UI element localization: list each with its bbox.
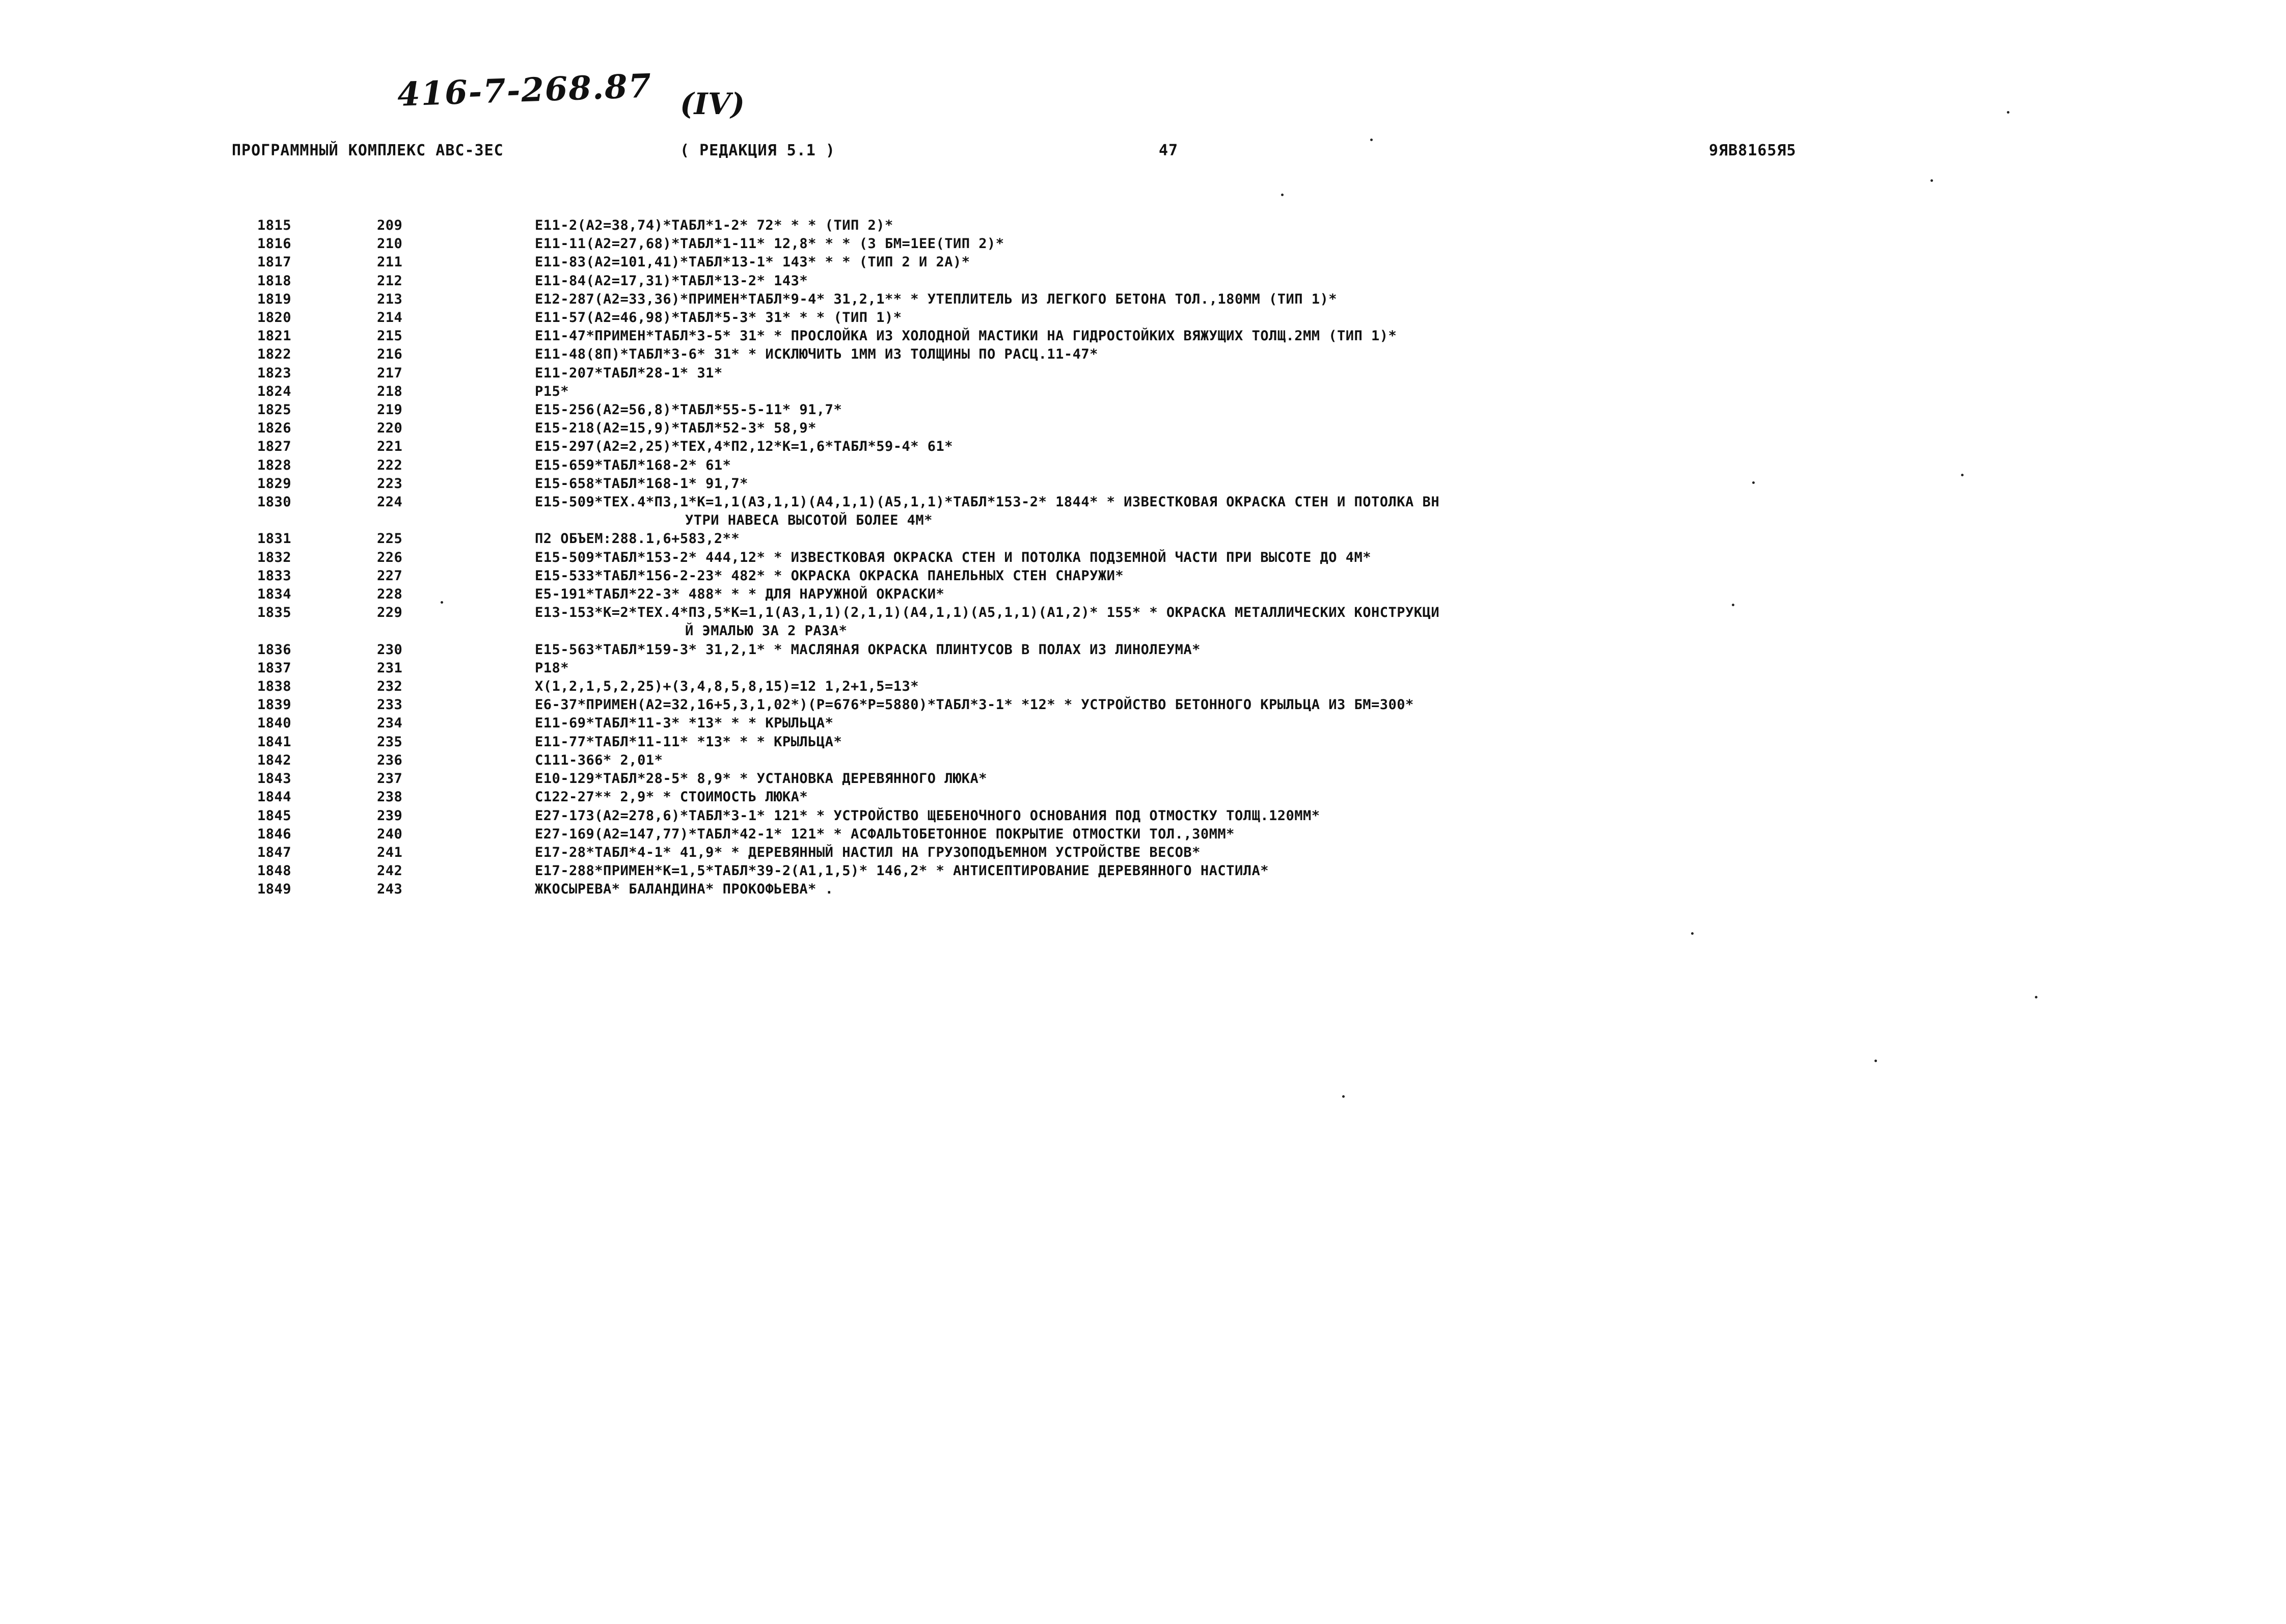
row-item-number: 230	[377, 641, 403, 658]
listing-row	[257, 678, 2071, 696]
scan-speck	[1370, 139, 1373, 141]
edition-label: ( РЕДАКЦИЯ 5.1 )	[680, 142, 835, 159]
listing-row	[257, 216, 2071, 235]
row-sequence-number: 1816	[257, 236, 292, 252]
row-text: Е6-37*ПРИМЕН(А2=32,16+5,3,1,02*)(Р=676*Р=5880)*ТАБЛ*3-1* *12* * УСТРОЙСТВО БЕТОННОГО КРЫЛЬЦА ИЗ БМ=300*	[535, 697, 1414, 713]
row-item-number: 211	[377, 254, 403, 270]
document-id: 9ЯВ8165Я5	[1709, 142, 1797, 159]
row-sequence-number: 1818	[257, 273, 292, 289]
row-item-number: 222	[377, 457, 403, 473]
row-item-number: 223	[377, 475, 403, 492]
row-item-number: 217	[377, 365, 403, 381]
listing-row	[257, 641, 2071, 659]
row-item-number: 226	[377, 549, 403, 565]
row-text: Е11-69*ТАБЛ*11-3* *13* * * КРЫЛЬЦА*	[535, 715, 834, 732]
row-item-number: 234	[377, 715, 403, 732]
row-item-number: 242	[377, 863, 403, 879]
listing-row	[257, 253, 2071, 272]
row-sequence-number: 1815	[257, 218, 292, 233]
row-sequence-number: 1832	[257, 549, 292, 565]
scan-speck	[2007, 111, 2009, 114]
listing-row	[257, 844, 2071, 862]
row-item-number: 215	[377, 328, 403, 344]
row-sequence-number: 1819	[257, 291, 292, 307]
listing-row	[257, 345, 2071, 364]
scan-speck	[1342, 1095, 1345, 1098]
volume-mark-handwritten: (IV)	[680, 87, 745, 121]
row-item-number: 233	[377, 697, 403, 713]
row-sequence-number: 1848	[257, 863, 292, 879]
row-item-number: 227	[377, 567, 403, 584]
row-text: Р18*	[535, 660, 569, 676]
row-item-number: 237	[377, 771, 403, 787]
listing-row	[257, 364, 2071, 383]
row-text: С111-366* 2,01*	[535, 752, 663, 768]
listing-row	[257, 401, 2071, 419]
row-sequence-number: 1846	[257, 826, 292, 842]
row-item-number: 240	[377, 826, 403, 842]
row-item-number: 219	[377, 402, 403, 418]
row-item-number: 209	[377, 218, 403, 233]
document-code-handwritten: 416-7-268.87	[396, 67, 653, 114]
listing-row	[257, 383, 2071, 401]
scan-speck	[1732, 604, 1734, 606]
row-sequence-number: 1821	[257, 328, 292, 344]
row-item-number: 210	[377, 236, 403, 252]
row-sequence-number: 1827	[257, 439, 292, 455]
scan-speck	[1961, 474, 1964, 476]
page-number: 47	[1159, 142, 1179, 159]
listing-row	[257, 733, 2071, 751]
listing-row	[257, 788, 2071, 806]
listing-row	[257, 530, 2071, 548]
scan-speck	[441, 601, 443, 604]
row-item-number: 224	[377, 494, 403, 510]
row-sequence-number: 1849	[257, 881, 292, 898]
row-text: Е27-169(А2=147,77)*ТАБЛ*42-1* 121* * АСФАЛЬТОБЕТОННОЕ ПОКРЫТИЕ ОТМОСТКИ ТОЛ.,30ММ*	[535, 826, 1235, 842]
row-item-number: 231	[377, 660, 403, 676]
row-text: Е15-509*ТЕХ.4*П3,1*К=1,1(А3,1,1)(А4,1,1)(А5,1,1)*ТАБЛ*153-2* 1844* * ИЗВЕСТКОВАЯ ОКРАСКА СТЕН И ПОТОЛКА ВН	[535, 494, 1440, 510]
row-text: Е15-659*ТАБЛ*168-2* 61*	[535, 457, 731, 473]
row-sequence-number: 1817	[257, 254, 292, 270]
row-sequence-number: 1830	[257, 494, 292, 510]
row-item-number: 239	[377, 807, 403, 824]
listing-row	[257, 585, 2071, 604]
row-item-number: 216	[377, 346, 403, 363]
row-item-number: 235	[377, 734, 403, 750]
row-sequence-number: 1831	[257, 531, 292, 547]
scan-speck	[1691, 932, 1694, 935]
row-continuation: УТРИ НАВЕСА ВЫСОТОЙ БОЛЕЕ 4М*	[685, 512, 933, 529]
row-sequence-number: 1842	[257, 752, 292, 768]
row-text: Х(1,2,1,5,2,25)+(3,4,8,5,8,15)=12 1,2+1,5=13*	[535, 679, 919, 695]
row-item-number: 213	[377, 291, 403, 307]
row-text: Е17-28*ТАБЛ*4-1* 41,9* * ДЕРЕВЯННЫЙ НАСТИЛ НА ГРУЗОПОДЪЕМНОМ УСТРОЙСТВЕ ВЕСОВ*	[535, 844, 1201, 860]
scan-speck	[1874, 1060, 1877, 1062]
row-text: П2 ОБЪЕМ:288.1,6+583,2**	[535, 531, 740, 547]
row-sequence-number: 1822	[257, 346, 292, 363]
listing-row	[257, 475, 2071, 493]
row-item-number: 232	[377, 679, 403, 695]
listing-row	[257, 862, 2071, 880]
row-sequence-number: 1839	[257, 697, 292, 713]
row-sequence-number: 1836	[257, 641, 292, 658]
row-text: Е15-297(А2=2,25)*ТЕХ,4*П2,12*К=1,6*ТАБЛ*59-4* 61*	[535, 439, 954, 455]
listing-row	[257, 493, 2071, 511]
listing-row	[257, 696, 2071, 714]
row-sequence-number: 1820	[257, 310, 292, 326]
row-sequence-number: 1838	[257, 679, 292, 695]
row-text: С122-27** 2,9* * СТОИМОСТЬ ЛЮКА*	[535, 789, 808, 805]
row-text: Е15-509*ТАБЛ*153-2* 444,12* * ИЗВЕСТКОВАЯ ОКРАСКА СТЕН И ПОТОЛКА ПОДЗЕМНОЙ ЧАСТИ ПРИ ВЫСОТЕ ДО 4М*	[535, 549, 1372, 565]
row-text: Е11-2(А2=38,74)*ТАБЛ*1-2* 72* * * (ТИП 2)*	[535, 218, 893, 233]
row-item-number: 238	[377, 789, 403, 805]
row-sequence-number: 1834	[257, 586, 292, 603]
row-text: Е12-287(А2=33,36)*ПРИМЕН*ТАБЛ*9-4* 31,2,1** * УТЕПЛИТЕЛЬ ИЗ ЛЕГКОГО БЕТОНА ТОЛ.,180ММ (ТИП 1)*	[535, 291, 1338, 307]
listing-row	[257, 272, 2071, 290]
row-text: Е11-207*ТАБЛ*28-1* 31*	[535, 365, 723, 381]
listing-table	[257, 216, 2071, 899]
scan-speck	[2035, 996, 2037, 998]
row-item-number: 225	[377, 531, 403, 547]
row-sequence-number: 1835	[257, 605, 292, 621]
row-text: Е11-84(А2=17,31)*ТАБЛ*13-2* 143*	[535, 273, 808, 289]
row-text: Е11-47*ПРИМЕН*ТАБЛ*3-5* 31* * ПРОСЛОЙКА ИЗ ХОЛОДНОЙ МАСТИКИ НА ГИДРОСТОЙКИХ ВЯЖУЩИХ ТОЛЩ.2ММ (ТИП 1)*	[535, 328, 1397, 344]
row-text: Р15*	[535, 383, 569, 399]
listing-row	[257, 438, 2071, 456]
row-sequence-number: 1843	[257, 771, 292, 787]
listing-row	[257, 770, 2071, 788]
row-text: Е15-658*ТАБЛ*168-1* 91,7*	[535, 475, 748, 492]
scan-speck	[1752, 481, 1755, 484]
page-header	[232, 142, 2116, 162]
row-sequence-number: 1844	[257, 789, 292, 805]
listing-row	[257, 659, 2071, 678]
listing-row	[257, 807, 2071, 825]
row-sequence-number: 1847	[257, 844, 292, 860]
row-item-number: 243	[377, 881, 403, 898]
program-name: ПРОГРАММНЫЙ КОМПЛЕКС АВС-3ЕС	[232, 142, 504, 159]
row-text: Е11-11(А2=27,68)*ТАБЛ*1-11* 12,8* * * (3 БМ=1ЕЕ(ТИП 2)*	[535, 236, 1004, 252]
row-item-number: 229	[377, 605, 403, 621]
listing-row	[257, 235, 2071, 253]
listing-row	[257, 825, 2071, 844]
listing-row	[257, 751, 2071, 770]
listing-row	[257, 880, 2071, 899]
row-sequence-number: 1845	[257, 807, 292, 824]
row-text: Е11-57(А2=46,98)*ТАБЛ*5-3* 31* * * (ТИП 1)*	[535, 310, 902, 326]
row-item-number: 218	[377, 383, 403, 399]
row-text: Е11-83(А2=101,41)*ТАБЛ*13-1* 143* * * (ТИП 2 И 2А)*	[535, 254, 970, 270]
row-item-number: 221	[377, 439, 403, 455]
row-text: Е11-77*ТАБЛ*11-11* *13* * * КРЫЛЬЦА*	[535, 734, 842, 750]
row-item-number: 220	[377, 420, 403, 437]
row-item-number: 228	[377, 586, 403, 603]
row-text: ЖКОСЫРЕВА* БАЛАНДИНА* ПРОКОФЬЕВА* .	[535, 881, 834, 898]
row-sequence-number: 1840	[257, 715, 292, 732]
row-item-number: 212	[377, 273, 403, 289]
listing-row	[257, 714, 2071, 733]
scan-speck	[1281, 194, 1284, 196]
row-text: Е15-563*ТАБЛ*159-3* 31,2,1* * МАСЛЯНАЯ ОКРАСКА ПЛИНТУСОВ В ПОЛАХ ИЗ ЛИНОЛЕУМА*	[535, 641, 1201, 658]
listing-row	[257, 567, 2071, 585]
listing-row	[257, 327, 2071, 345]
row-sequence-number: 1823	[257, 365, 292, 381]
row-continuation: Й ЭМАЛЬЮ ЗА 2 РАЗА*	[685, 623, 848, 639]
row-text: Е15-218(А2=15,9)*ТАБЛ*52-3* 58,9*	[535, 420, 817, 437]
listing-row	[257, 604, 2071, 622]
listing-row	[257, 419, 2071, 438]
row-sequence-number: 1828	[257, 457, 292, 473]
row-sequence-number: 1826	[257, 420, 292, 437]
row-sequence-number: 1841	[257, 734, 292, 750]
row-sequence-number: 1833	[257, 567, 292, 584]
listing-row	[257, 290, 2071, 309]
row-item-number: 236	[377, 752, 403, 768]
row-text: Е10-129*ТАБЛ*28-5* 8,9* * УСТАНОВКА ДЕРЕВЯННОГО ЛЮКА*	[535, 771, 988, 787]
row-text: Е5-191*ТАБЛ*22-3* 488* * * ДЛЯ НАРУЖНОЙ ОКРАСКИ*	[535, 586, 945, 603]
row-text: Е15-533*ТАБЛ*156-2-23* 482* * ОКРАСКА ОКРАСКА ПАНЕЛЬНЫХ СТЕН СНАРУЖИ*	[535, 567, 1124, 584]
row-item-number: 241	[377, 844, 403, 860]
row-text: Е27-173(А2=278,6)*ТАБЛ*3-1* 121* * УСТРОЙСТВО ЩЕБЕНОЧНОГО ОСНОВАНИЯ ПОД ОТМОСТКУ ТОЛЩ.120ММ*	[535, 807, 1320, 824]
row-item-number: 214	[377, 310, 403, 326]
listing-row	[257, 309, 2071, 327]
listing-row	[257, 456, 2071, 475]
row-sequence-number: 1825	[257, 402, 292, 418]
row-text: Е17-288*ПРИМЕН*К=1,5*ТАБЛ*39-2(А1,1,5)* 146,2* * АНТИСЕПТИРОВАНИЕ ДЕРЕВЯННОГО НАСТИЛА*	[535, 863, 1269, 879]
row-text: Е15-256(А2=56,8)*ТАБЛ*55-5-11* 91,7*	[535, 402, 842, 418]
row-sequence-number: 1824	[257, 383, 292, 399]
scan-speck	[1930, 179, 1933, 182]
row-text: Е11-48(8П)*ТАБЛ*3-6* 31* * ИСКЛЮЧИТЬ 1ММ ИЗ ТОЛЩИНЫ ПО РАСЦ.11-47*	[535, 346, 1098, 363]
row-text: Е13-153*К=2*ТЕХ.4*П3,5*К=1,1(А3,1,1)(2,1,1)(А4,1,1)(А5,1,1)(А1,2)* 155* * ОКРАСКА МЕТАЛЛИЧЕСКИХ КОНСТРУКЦИ	[535, 605, 1440, 621]
listing-row	[257, 549, 2071, 567]
row-sequence-number: 1829	[257, 475, 292, 492]
row-sequence-number: 1837	[257, 660, 292, 676]
